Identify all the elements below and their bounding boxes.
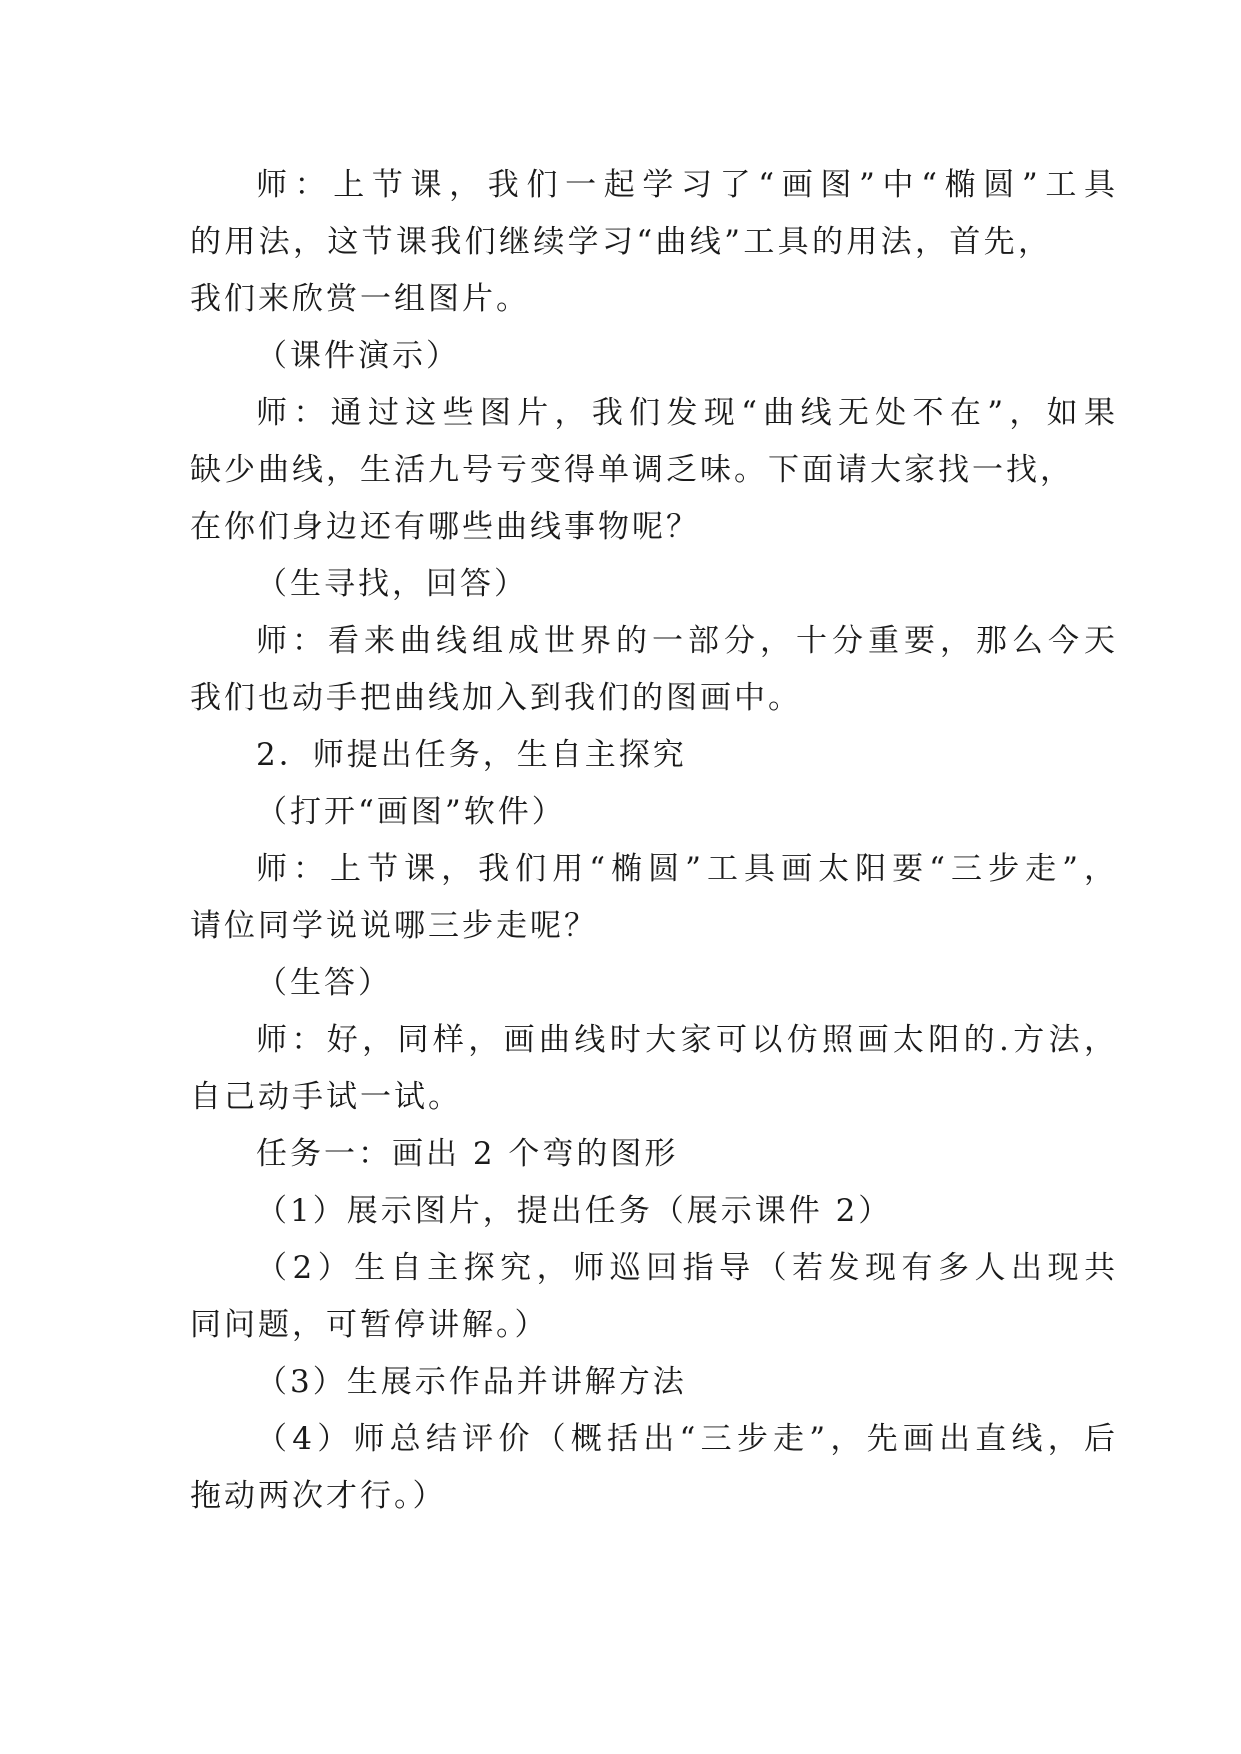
paragraph-line: 自己动手试一试。 [190,1079,462,1115]
paragraph-line: 2．师提出任务，生自主探究 [256,737,687,773]
paragraph-line: （3）生展示作品并讲解方法 [256,1364,687,1400]
paragraph-line: 师：上节课，我们用“椭圆”工具画太阳要“三步走”， [256,851,1118,887]
paragraph-line: （2）生自主探究，师巡回指导（若发现有多人出现共 [256,1250,1118,1286]
paragraph-line: 同问题，可暂停讲解。） [190,1307,549,1343]
paragraph-line: 师：上节课，我们一起学习了“画图”中“椭圆”工具 [256,167,1118,203]
paragraph-line: （课件演示） [256,338,460,374]
paragraph-line: 任务一：画出 2 个弯的图形 [256,1136,679,1172]
paragraph-line: （打开“画图”软件） [256,794,566,830]
paragraph-line: （4）师总结评价（概括出“三步走”，先画出直线，后 [256,1421,1118,1457]
paragraph-line: （1）展示图片，提出任务（展示课件 2） [256,1193,893,1229]
paragraph-line: （生寻找，回答） [256,566,528,602]
paragraph-line: 我们也动手把曲线加入到我们的图画中。 [190,680,802,716]
paragraph-line: 师：通过这些图片，我们发现“曲线无处不在”，如果 [256,395,1118,431]
paragraph-line: 我们来欣赏一组图片。 [190,281,530,317]
paragraph-line: 师：看来曲线组成世界的一部分，十分重要，那么今天 [256,623,1118,659]
paragraph-line: 在你们身边还有哪些曲线事物呢？ [190,509,700,545]
paragraph-line: 的用法，这节课我们继续学习“曲线”工具的用法，首先， [190,224,1052,260]
paragraph-line: （生答） [256,965,392,1001]
paragraph-line: 缺少曲线，生活九号亏变得单调乏味。下面请大家找一找， [190,452,1074,488]
paragraph-line: 请位同学说说哪三步走呢？ [190,908,598,944]
paragraph-line: 师：好，同样，画曲线时大家可以仿照画太阳的.方法， [256,1022,1118,1058]
paragraph-line: 拖动两次才行。） [190,1478,447,1514]
